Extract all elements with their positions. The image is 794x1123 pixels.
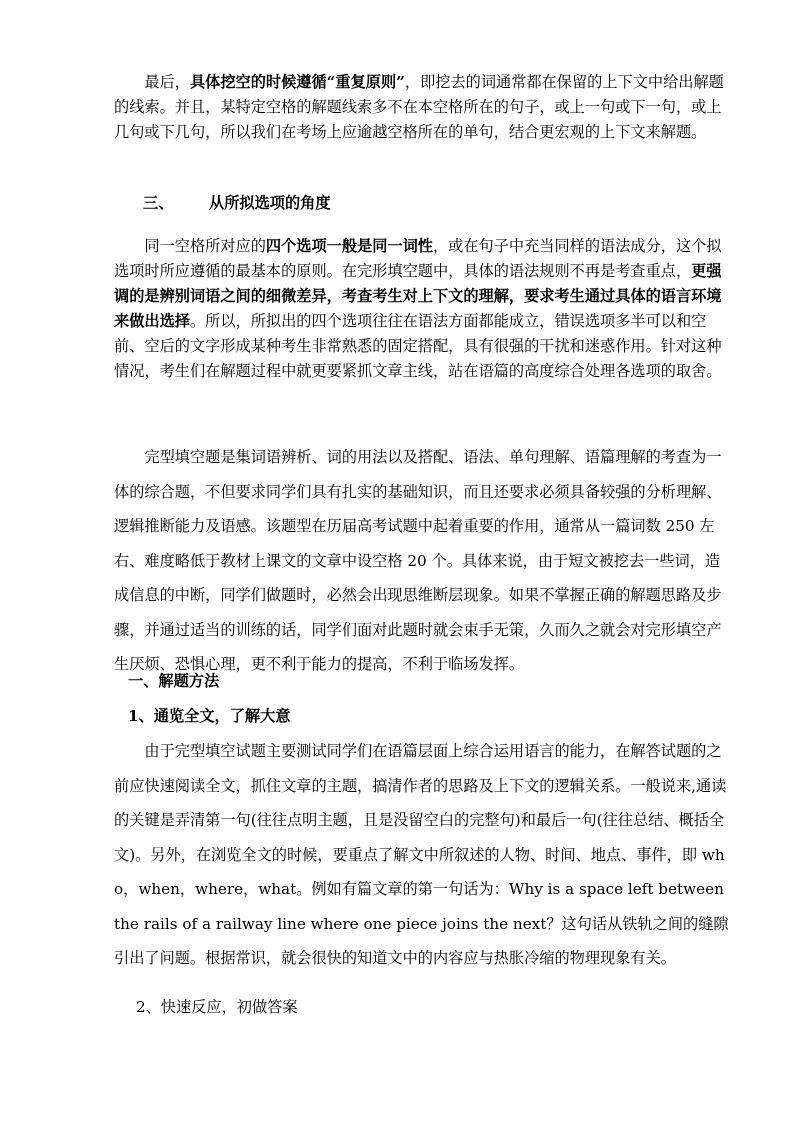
para1-text-a: 最后， xyxy=(144,73,190,91)
para3-text: 完型填空题是集词语辨析、词的用法以及搭配、语法、单句理解、语篇理解的考查为一体的综合题，不但要求同学们具有扎实的基础知识，而且还要求必须具备较强的分析理解、逻辑推断能力及语感。该题型在历届高考试题中起着重要的作用，通常从一篇词数 250 左右、难度略低于教材上课文的文章中设空格 20 个。具体来说，由于短文被挖去一些词，造成信息的中断，同学们做题时，必然会出现思维断层现象。如果不掌握正确的解题思路及步骤，并通过适当的训练的话，同学们面对此题时就会束手无策，久而久之就会对完形填空产生厌烦、恐惧心理，更不利于能力的提高，不利于临场发挥。 xyxy=(114,448,722,673)
paragraph-intro xyxy=(114,440,734,682)
para4-text: 由于完型填空试题主要测试同学们在语篇层面上综合运用语言的能力，在解答试题的之前应快速阅读全文，抓住文章的主题，搞清作者的思路及上下文的逻辑关系。一般说来,通读的关键是弄清第一句(往往点明主题，且是没留空白的完整句)和最后一句(往往总结、概括全文)。另外，在浏览全文的时候，要重点了解文中所叙述的人物、时间、地点、事件，即 who，when，where，what。例如有篇文章的第一句话为：Why is a space left between the rails of a railway line where one piece joins the next？这句话从铁轨之间的缝隙引出了问题。根据常识，就会很快的知道文中的内容应与热胀冷缩的物理现象有关。 xyxy=(114,742,729,967)
para2-text-e: 。所以，所拟出的四个选项往往在语法方面都能成立，错误选项多半可以和空前、空后的文字形成某种考生非常熟悉的固定搭配，具有很强的干扰和迷惑作用。针对这种情况，考生们在解题过程中就更要紧抓文章主线，站在语篇的高度综合处理各选项的取舍。 xyxy=(114,312,722,380)
para2-text-c: ，或在句子中充当同样的语法成分，这个拟选项时所应遵循的最基本的原则。在完形填空题中，具体的语法规则不再是考查重点， xyxy=(114,237,722,280)
paragraph-repeat-principle xyxy=(114,70,734,145)
heading-step2: 2、快速反应，初做答案 xyxy=(136,998,298,1016)
paragraph-options xyxy=(114,234,734,384)
section-number: 三、 xyxy=(143,194,174,212)
section-title: 从所拟选项的角度 xyxy=(209,194,331,212)
heading-methods: 一、解题方法 xyxy=(128,672,220,690)
section-heading-3 xyxy=(143,192,331,213)
paragraph-overview xyxy=(114,734,734,976)
para1-bold: 具体挖空的时候遵循“重复原则” xyxy=(189,73,405,91)
para2-bold-d: 更强调的是辨别词语之间的细微差异，考查考生对上下文的理解，要求考生通过具体的语言环境来做出选择 xyxy=(114,262,722,330)
para2-bold-b: 四个选项一般是同一词性 xyxy=(265,237,433,255)
para1-text-c: ，即挖去的词通常都在保留的上下文中给出解题的线索。并且，某特定空格的解题线索多不在本空格所在的句子，或上一句或下一句，或上几句或下几句，所以我们在考场上应逾越空格所在的单句，结合更宏观的上下文来解题。 xyxy=(114,73,724,141)
para2-text-a: 同一空格所对应的 xyxy=(144,237,266,255)
heading-step1: 1、通览全文，了解大意 xyxy=(128,707,291,725)
